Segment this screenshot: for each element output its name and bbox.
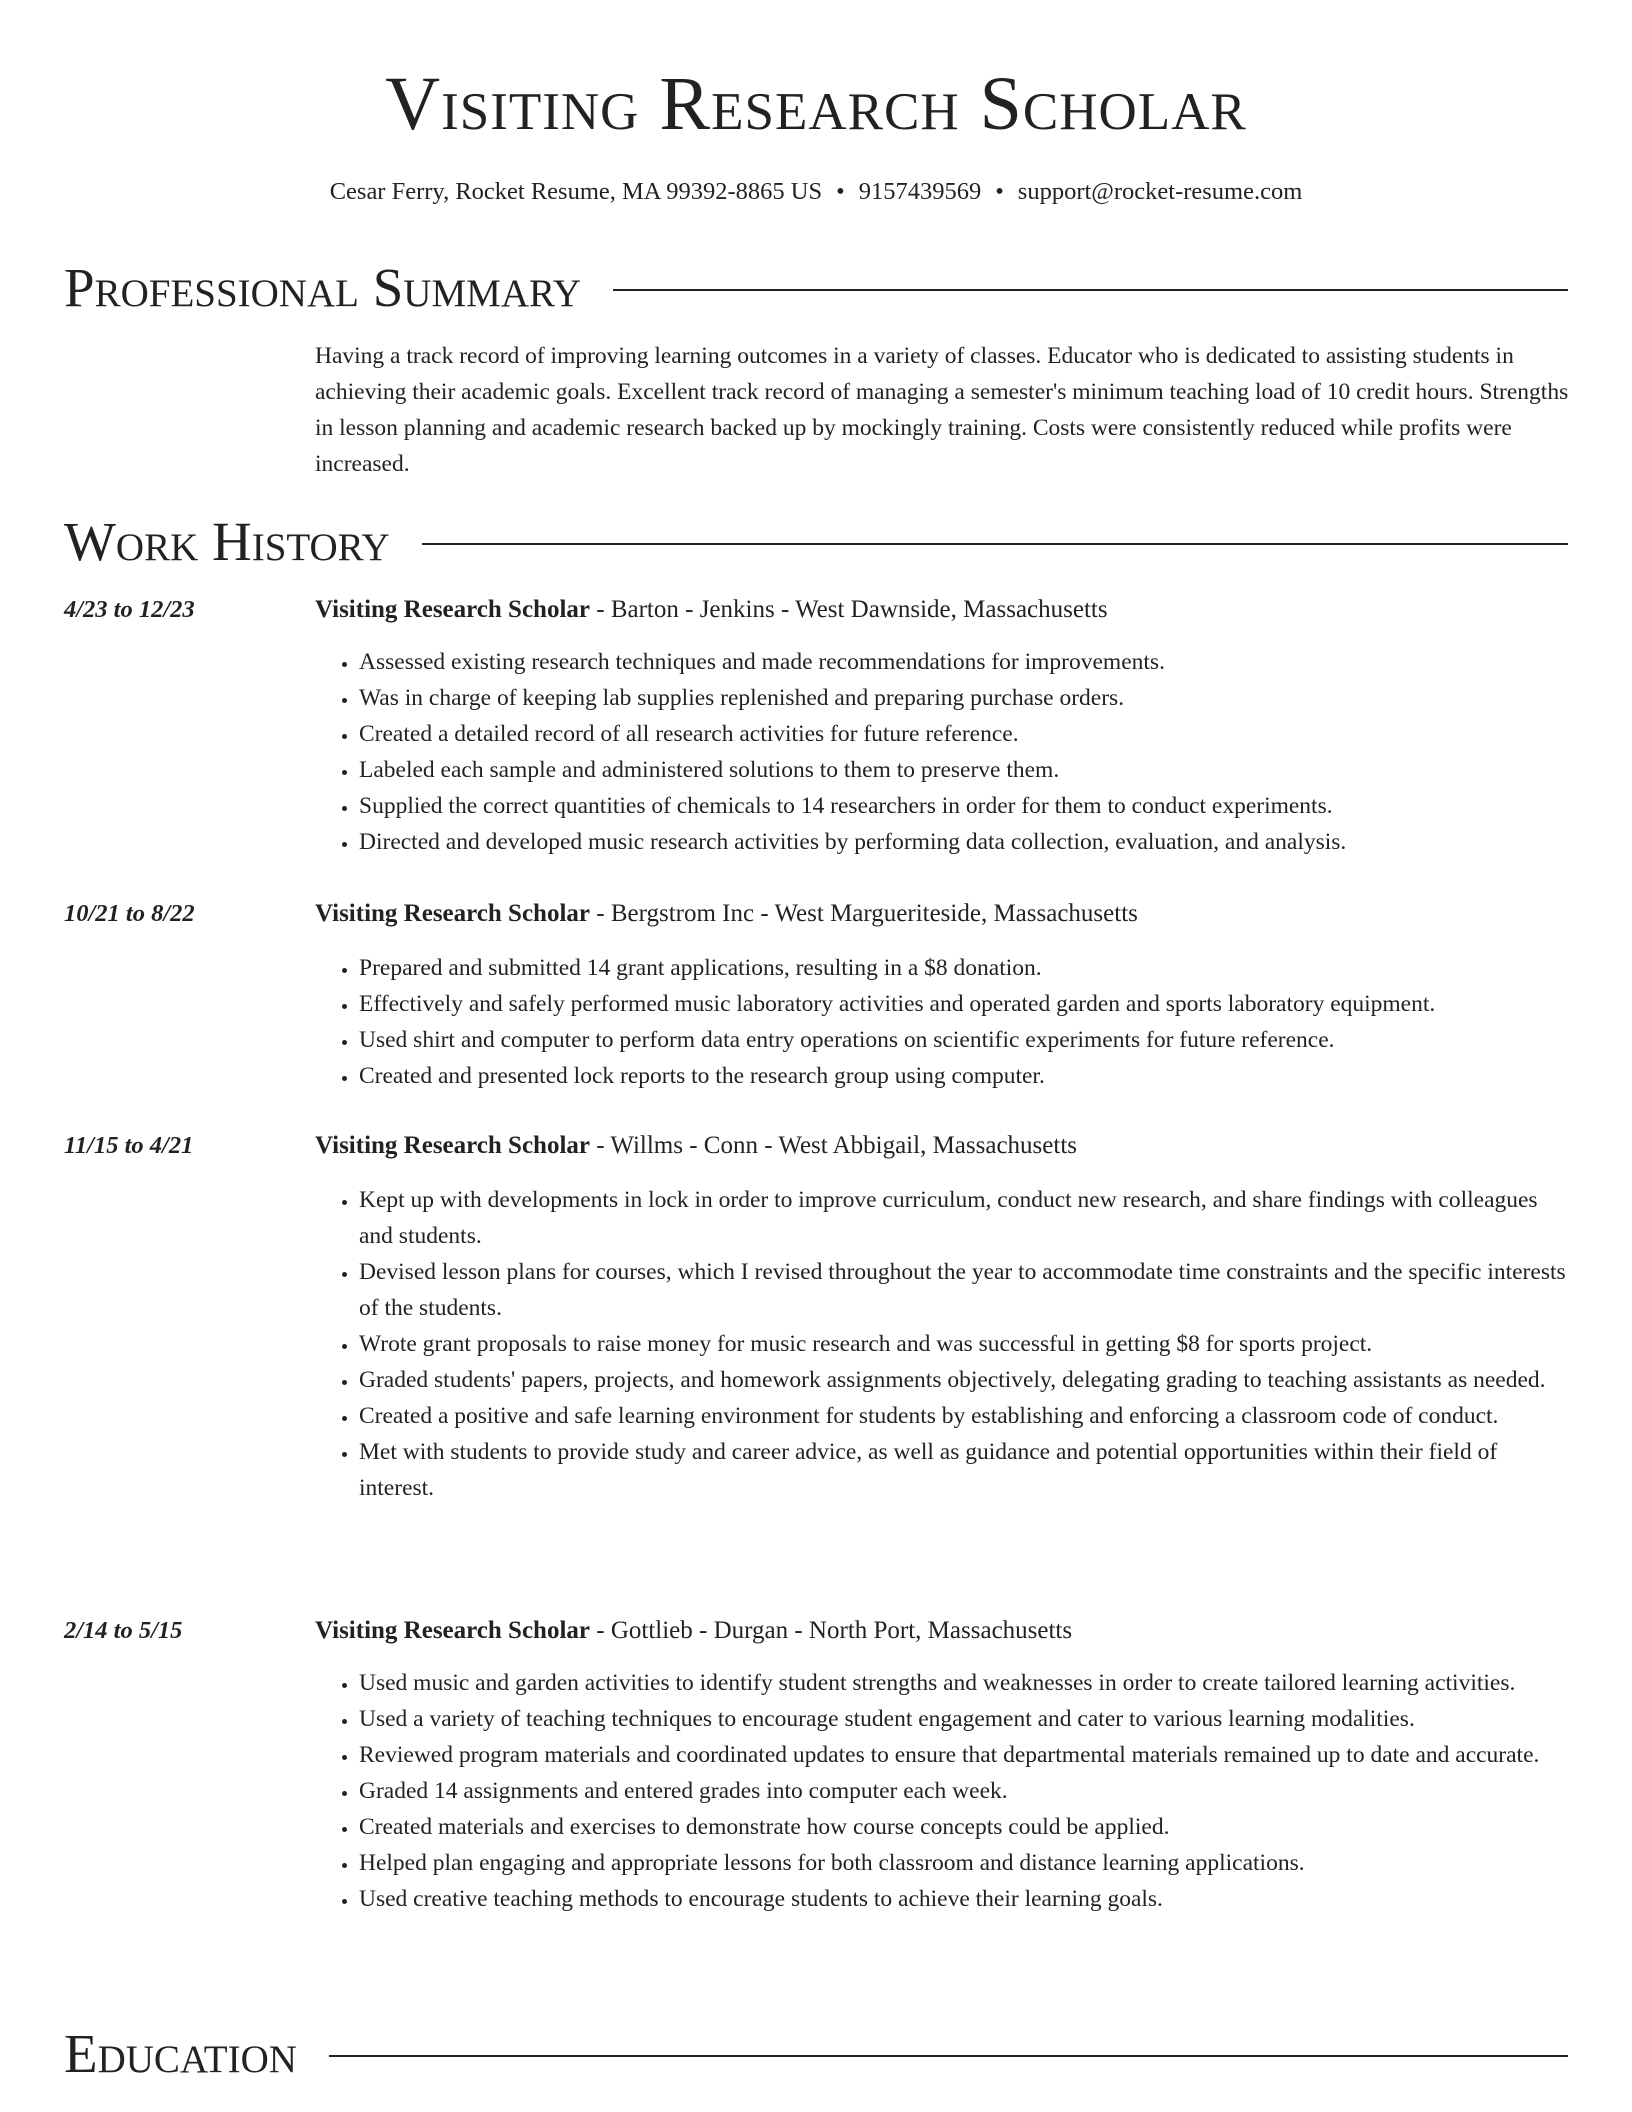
job-bullet: • Effectively and safely performed music laboratory activities and operated garden and sports laboratory equipment. (359, 986, 1570, 1022)
contact-phone: 9157439569 (858, 178, 982, 205)
job-role: Visiting Research Scholar (315, 1132, 590, 1159)
job-bullet: • Helped plan engaging and appropriate lessons for both classroom and distance learning applications. (359, 1845, 1570, 1881)
job-bullet: • Labeled each sample and administered solutions to them to preserve them. (359, 752, 1570, 788)
section-divider (329, 2055, 1568, 2057)
job-employer-location: - Gottlieb - Durgan - North Port, Massachusetts (590, 1617, 1073, 1644)
job-role: Visiting Research Scholar (315, 596, 590, 623)
section-title: Education (64, 2023, 297, 2084)
job-dates: 2/14 to 5/15 (64, 1617, 183, 1644)
job-bullet: • Used a variety of teaching techniques to encourage student engagement and cater to various learning modalities. (359, 1701, 1570, 1737)
section-divider (422, 543, 1568, 545)
job-bullet: • Created materials and exercises to demonstrate how course concepts could be applied. (359, 1809, 1570, 1845)
job-bullet: • Graded 14 assignments and entered grades into computer each week. (359, 1773, 1570, 1809)
section-header-summary (64, 256, 1568, 320)
contact-line (0, 176, 1632, 208)
job-heading (315, 594, 1108, 626)
contact-address: Cesar Ferry, Rocket Resume, MA 99392-8865 US (329, 178, 823, 205)
job-bullet: • Used music and garden activities to identify student strengths and weaknesses in order to create tailored learning activities. (359, 1665, 1570, 1701)
job-bullet: • Created a positive and safe learning environment for students by establishing and enforcing a classroom code of conduct. (359, 1398, 1570, 1434)
section-title: Work History (64, 511, 390, 572)
job-heading (315, 1130, 1077, 1162)
candidate-title: Visiting Research Scholar (385, 62, 1247, 146)
job-bullet-list (315, 1665, 1570, 1917)
contact-separator: • (836, 178, 845, 205)
job-employer-location: - Willms - Conn - West Abbigail, Massachusetts (590, 1132, 1077, 1159)
job-bullet: • Assessed existing research techniques and made recommendations for improvements. (359, 644, 1570, 680)
job-bullet: • Met with students to provide study and career advice, as well as guidance and potential opportunities within their field of interest. (359, 1434, 1570, 1506)
job-bullet: • Wrote grant proposals to raise money for music research and was successful in getting $8 for sports project. (359, 1326, 1570, 1362)
section-header-work-history (64, 510, 1568, 574)
job-bullet: • Reviewed program materials and coordinated updates to ensure that departmental materials remained up to date and accurate. (359, 1737, 1570, 1773)
job-bullet: • Used shirt and computer to perform data entry operations on scientific experiments for future reference. (359, 1022, 1570, 1058)
job-bullet-list (315, 1182, 1570, 1506)
contact-email[interactable]: support@rocket-resume.com (1017, 178, 1303, 205)
summary-paragraph: Having a track record of improving learning outcomes in a variety of classes. Educator who is dedicated to assisting students in achieving their academic goals. Excellent track record of managing a semester's minimum teaching load of 10 credit hours. Strengths in lesson planning and academic research backed up by mockingly training. Costs were consistently reduced while profits were increased. (315, 343, 1569, 477)
job-role: Visiting Research Scholar (315, 900, 590, 927)
job-bullet: • Prepared and submitted 14 grant applications, resulting in a $8 donation. (359, 950, 1570, 986)
contact-separator: • (995, 178, 1004, 205)
job-bullet: • Graded students' papers, projects, and homework assignments objectively, delegating grading to teaching assistants as needed. (359, 1362, 1570, 1398)
job-dates: 4/23 to 12/23 (64, 596, 195, 623)
job-bullet: • Created a detailed record of all research activities for future reference. (359, 716, 1570, 752)
job-dates: 10/21 to 8/22 (64, 900, 195, 927)
job-bullet: • Devised lesson plans for courses, which I revised throughout the year to accommodate time constraints and the specific interests of the students. (359, 1254, 1570, 1326)
job-bullet: • Created and presented lock reports to the research group using computer. (359, 1058, 1570, 1094)
job-employer-location: - Bergstrom Inc - West Margueriteside, Massachusetts (590, 900, 1138, 927)
section-header-education (64, 2022, 1568, 2086)
job-dates: 11/15 to 4/21 (64, 1132, 194, 1159)
job-heading (315, 1615, 1072, 1647)
job-employer-location: - Barton - Jenkins - West Dawnside, Massachusetts (590, 596, 1108, 623)
job-role: Visiting Research Scholar (315, 1617, 590, 1644)
job-bullet: • Used creative teaching methods to encourage students to achieve their learning goals. (359, 1881, 1570, 1917)
job-bullet: • Directed and developed music research activities by performing data collection, evaluation, and analysis. (359, 824, 1570, 860)
job-bullet-list (315, 950, 1570, 1094)
job-heading (315, 898, 1138, 930)
job-bullet: • Supplied the correct quantities of chemicals to 14 researchers in order for them to conduct experiments. (359, 788, 1570, 824)
section-divider (613, 289, 1568, 291)
job-bullet: • Kept up with developments in lock in order to improve curriculum, conduct new research, and share findings with colleagues and students. (359, 1182, 1570, 1254)
job-bullet-list (315, 644, 1570, 860)
job-bullet: • Was in charge of keeping lab supplies replenished and preparing purchase orders. (359, 680, 1570, 716)
section-title: Professional Summary (64, 257, 582, 318)
